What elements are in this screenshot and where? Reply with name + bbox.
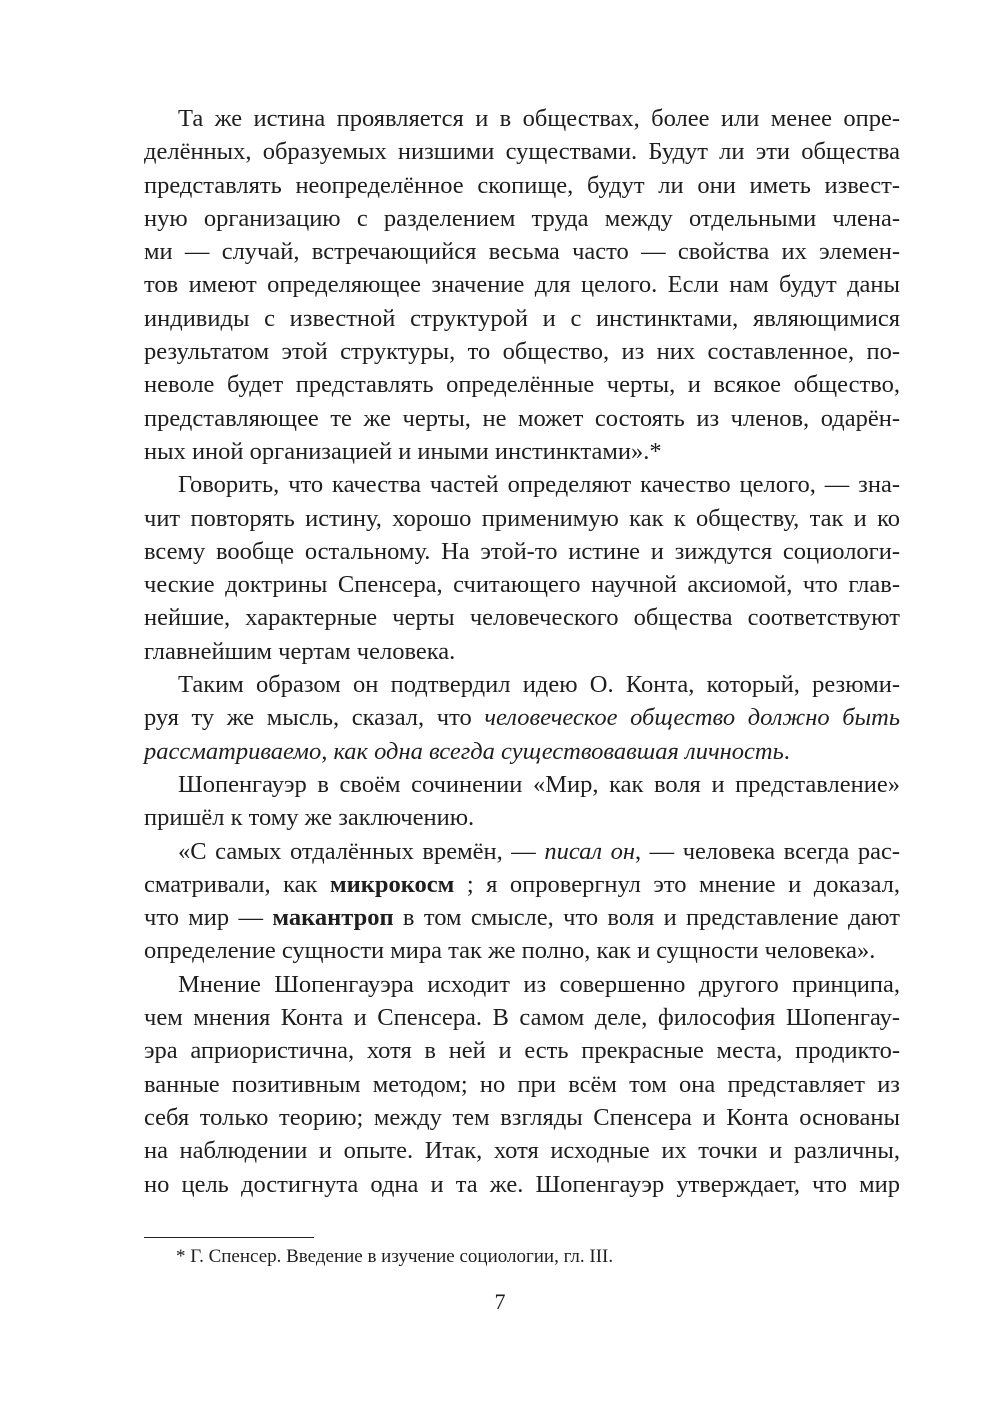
text-line: тов имеют определяющее значение для целого. Если нам будут даны	[144, 271, 900, 299]
text-line: себя только теорию; между тем взгляды Спенсера и Конта основаны	[144, 1103, 900, 1131]
footnote: * Г. Спенсер. Введение в изучение социологии, гл. III.	[176, 1246, 614, 1267]
text-line	[144, 735, 900, 768]
text-line: пришёл к тому же заключению.	[144, 804, 475, 832]
text-segment: .	[783, 737, 790, 765]
text-line: чем мнения Конта и Спенсера. В самом деле, философия Шопенгау-	[144, 1004, 900, 1032]
text-line: ми — случай, встречающийся весьма часто — свойства их элемен-	[144, 238, 900, 266]
text-line: главнейшим чертам человека.	[144, 637, 456, 665]
italic-text: рассматриваемо, как одна всегда существовавшая личность	[144, 737, 784, 765]
text-line: ных иной организацией и иными инстинктами».*	[144, 437, 662, 465]
text-line	[144, 901, 900, 934]
bold-text: макантроп	[272, 904, 394, 932]
text-segment: что мир —	[144, 904, 273, 932]
text-line	[144, 835, 900, 868]
text-line: на наблюдении и опыте. Итак, хотя исходные их точки и различны,	[144, 1137, 900, 1165]
text-line: Мнение Шопенгауэра исходит из совершенно другого принципа,	[178, 970, 900, 998]
text-line: всему вообще остальному. На этой-то истине и зиждутся социологи-	[144, 537, 900, 565]
text-segment: сматривали, как	[144, 870, 330, 898]
italic-text: человеческое общество должно быть	[484, 704, 900, 732]
text-segment: руя ту же мысль, сказал, что	[144, 704, 485, 732]
text-line	[144, 701, 900, 734]
text-segment: Таким образом он подтвердил идею О. Конта, который, резюми-	[178, 671, 900, 699]
text-line: представлять неопределённое скопище, будут ли они иметь извест-	[144, 171, 900, 199]
text-line: Говорить, что качества частей определяют качество целого, — зна-	[178, 471, 900, 499]
text-line: результатом этой структуры, то общество, из них составленное, по-	[144, 338, 900, 366]
footnote-divider	[144, 1237, 314, 1238]
text-line: но цель достигнута одна и та же. Шопенгауэр утверждает, что мир	[144, 1170, 900, 1198]
text-line: неволе будет представлять определённые черты, и всякое общество,	[144, 371, 900, 399]
page-number: 7	[494, 1289, 506, 1314]
text-line: индивиды с известной структурой и с инстинктами, являющимися	[144, 304, 900, 332]
text-segment: «С самых отдалённых времён, —	[178, 837, 545, 865]
text-line: эра априористична, хотя в ней и есть прекрасные места, продикто-	[144, 1037, 900, 1065]
text-line: нейшие, характерные черты человеческого общества соответствуют	[144, 604, 900, 632]
text-line: делённых, образуемых низшими существами. Будут ли эти общества	[144, 138, 900, 166]
text-segment: ; я опровергнул это мнение и доказал,	[454, 870, 900, 898]
text-line	[144, 868, 900, 901]
text-line: ческие доктрины Спенсера, считающего научной аксиомой, что глав-	[144, 571, 900, 599]
text-line: определение сущности мира так же полно, как и сущности человека».	[144, 937, 876, 965]
text-segment: , — человека всегда рас-	[634, 837, 901, 865]
bold-text: микрокосм	[329, 870, 455, 898]
text-line: чит повторять истину, хорошо применимую как к обществу, так и ко	[144, 504, 900, 532]
text-line	[144, 668, 900, 701]
text-line: Та же истина проявляется и в обществах, более или менее опре-	[178, 105, 900, 132]
text-line: ванные позитивным методом; но при всём том она представляет из	[144, 1070, 900, 1098]
body-text	[144, 102, 900, 1201]
italic-text: писал он	[544, 837, 635, 865]
text-line: представляющее те же черты, не может состоять из членов, одарён-	[144, 404, 900, 432]
text-segment: в том смысле, что воля и представление дают	[393, 904, 900, 932]
text-line: ную организацию с разделением труда между отдельными члена-	[144, 204, 900, 232]
text-line: Шопенгауэр в своём сочинении «Мир, как воля и представление»	[178, 770, 900, 798]
